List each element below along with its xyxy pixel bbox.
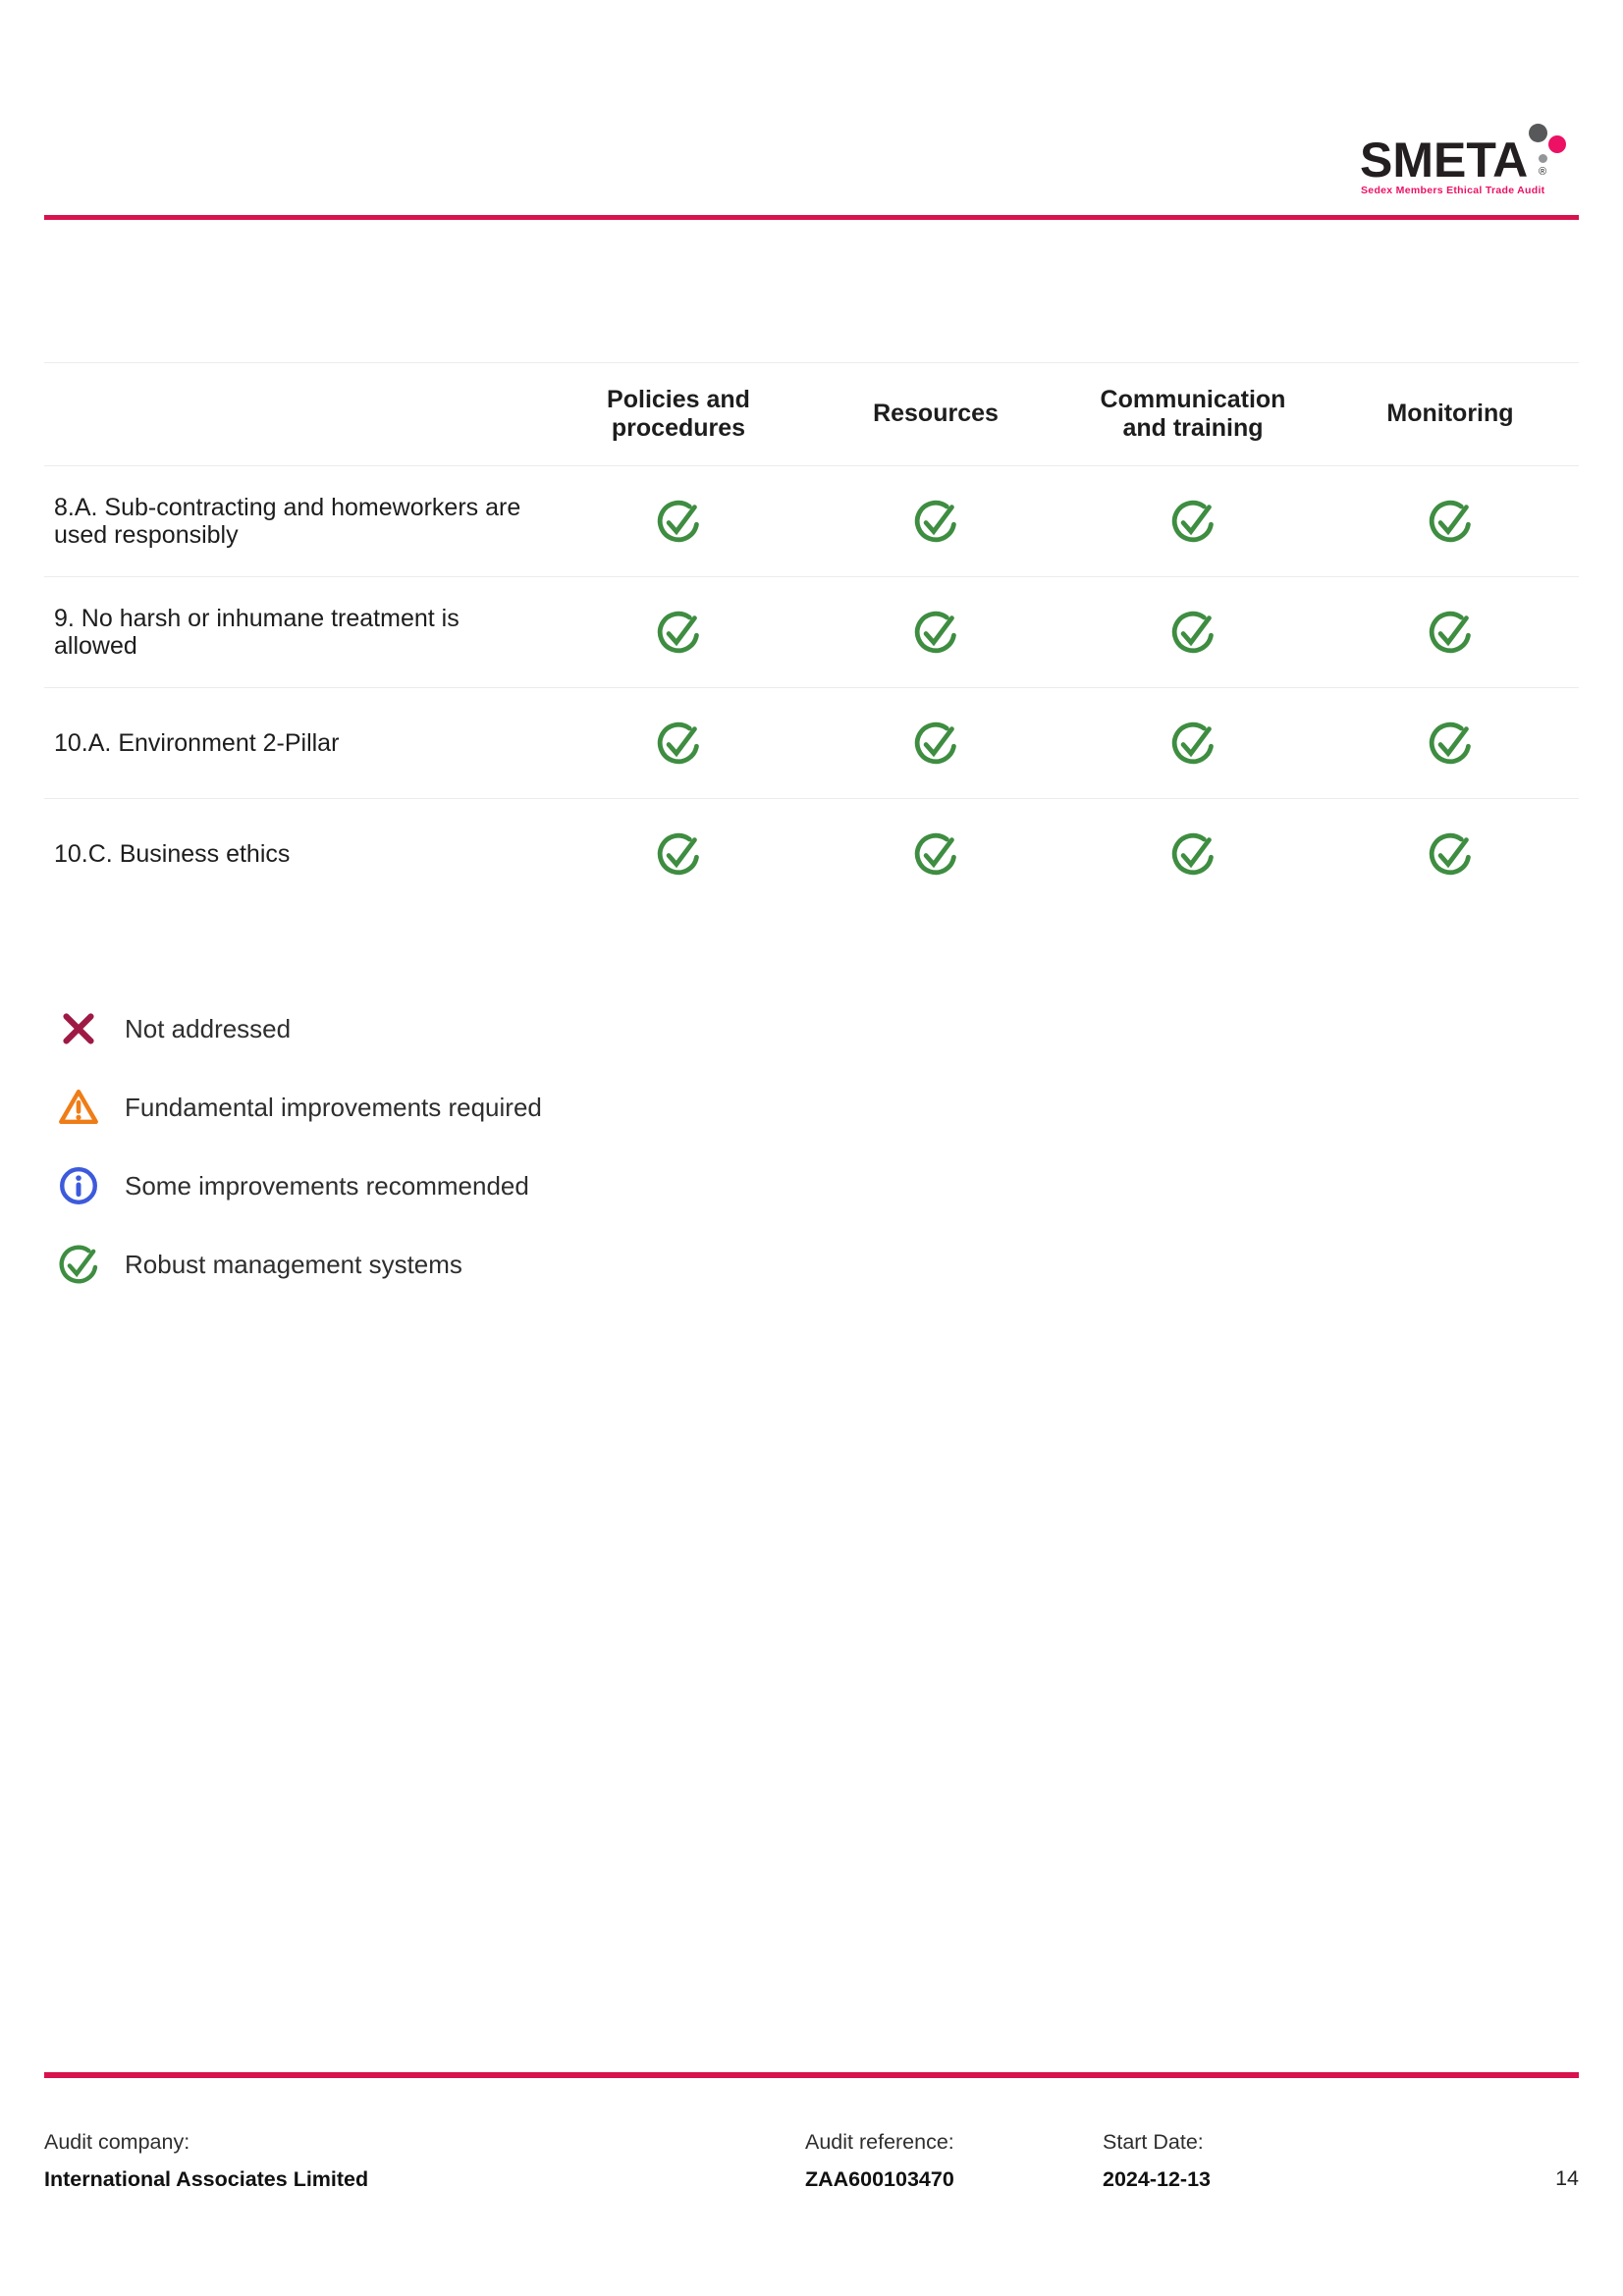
column-header-communication-and-training	[1064, 363, 1322, 465]
cross-icon	[56, 1006, 101, 1051]
check-circle-icon	[56, 1242, 101, 1287]
legend-item-robust-management-systems	[56, 1242, 542, 1287]
check-circle-icon	[1426, 608, 1475, 657]
warning-triangle-icon	[56, 1085, 101, 1130]
table-row	[44, 688, 1579, 799]
smeta-tagline: Sedex Members Ethical Trade Audit	[1361, 185, 1545, 196]
audit-reference-value: ZAA600103470	[805, 2167, 954, 2191]
check-circle-icon	[654, 719, 703, 768]
check-circle-icon	[911, 497, 960, 546]
footer-audit-reference	[805, 2130, 954, 2192]
column-header-spacer	[44, 363, 550, 465]
smeta-wordmark: SMETA	[1360, 133, 1529, 187]
row-label-text: 8.A. Sub-contracting and homeworkers are used responsibly	[54, 494, 521, 549]
table-row	[44, 466, 1579, 577]
logo-dot-large-icon	[1529, 124, 1547, 142]
compliance-matrix-table	[44, 362, 1579, 909]
rating-robust-management-systems	[807, 688, 1064, 798]
rating-robust-management-systems	[1322, 688, 1579, 798]
check-circle-icon	[1168, 608, 1217, 657]
start-date-label: Start Date:	[1103, 2130, 1204, 2154]
logo-dot-pink-icon	[1548, 135, 1566, 153]
row-label	[44, 799, 550, 909]
rating-robust-management-systems	[1064, 577, 1322, 687]
table-row	[44, 799, 1579, 909]
check-circle-icon	[911, 829, 960, 879]
check-circle-icon	[654, 608, 703, 657]
check-circle-icon	[1168, 497, 1217, 546]
row-label	[44, 688, 550, 798]
rating-robust-management-systems	[550, 688, 807, 798]
check-circle-icon	[654, 829, 703, 879]
audit-company-label: Audit company:	[44, 2130, 190, 2154]
footer-audit-company	[44, 2130, 368, 2192]
legend-label: Robust management systems	[125, 1249, 462, 1279]
page-number: 14	[1555, 2166, 1579, 2190]
rating-robust-management-systems	[1064, 466, 1322, 576]
legend-item-fundamental-improvements-required	[56, 1085, 542, 1130]
rating-robust-management-systems	[550, 466, 807, 576]
legend-item-not-addressed	[56, 1006, 542, 1051]
column-header-label: Monitoring	[1386, 400, 1514, 428]
column-header-label: Communication and training	[1100, 385, 1286, 442]
legend-label: Fundamental improvements required	[125, 1092, 542, 1122]
logo-dot-small-icon	[1539, 154, 1547, 163]
rating-robust-management-systems	[1064, 688, 1322, 798]
rating-robust-management-systems	[807, 577, 1064, 687]
table-row	[44, 577, 1579, 688]
rating-robust-management-systems	[1322, 466, 1579, 576]
check-circle-icon	[911, 608, 960, 657]
rating-robust-management-systems	[550, 577, 807, 687]
check-circle-icon	[1168, 719, 1217, 768]
start-date-value: 2024-12-13	[1103, 2167, 1211, 2191]
check-circle-icon	[1426, 497, 1475, 546]
row-label-text: 10.A. Environment 2-Pillar	[54, 729, 340, 757]
audit-reference-label: Audit reference:	[805, 2130, 954, 2154]
info-circle-icon	[56, 1163, 101, 1208]
top-rule	[44, 215, 1579, 220]
audit-company-value: International Associates Limited	[44, 2167, 369, 2191]
column-header-monitoring	[1322, 363, 1579, 465]
rating-robust-management-systems	[1322, 577, 1579, 687]
rating-robust-management-systems	[550, 799, 807, 909]
rating-robust-management-systems	[807, 799, 1064, 909]
legend-label: Some improvements recommended	[125, 1170, 529, 1201]
check-circle-icon	[654, 497, 703, 546]
column-header-label: Resources	[873, 400, 999, 428]
column-header-policies-and-procedures	[550, 363, 807, 465]
row-label	[44, 577, 550, 687]
row-label-text: 10.C. Business ethics	[54, 840, 291, 868]
rating-robust-management-systems	[1322, 799, 1579, 909]
column-header-resources	[807, 363, 1064, 465]
matrix-header-row	[44, 362, 1579, 466]
check-circle-icon	[1168, 829, 1217, 879]
footer-start-date	[1103, 2130, 1211, 2192]
rating-legend	[56, 1006, 542, 1320]
check-circle-icon	[1426, 719, 1475, 768]
row-label-text: 9. No harsh or inhumane treatment is allowed	[54, 605, 460, 660]
check-circle-icon	[911, 719, 960, 768]
row-label	[44, 466, 550, 576]
matrix-body	[44, 466, 1579, 909]
legend-label: Not addressed	[125, 1013, 292, 1043]
legend-item-some-improvements-recommended	[56, 1163, 542, 1208]
footer-rule	[44, 2072, 1579, 2078]
registered-trademark-symbol: ®	[1539, 166, 1547, 178]
rating-robust-management-systems	[807, 466, 1064, 576]
smeta-logo	[1360, 114, 1574, 208]
rating-robust-management-systems	[1064, 799, 1322, 909]
column-header-label: Policies and procedures	[607, 385, 750, 442]
check-circle-icon	[1426, 829, 1475, 879]
